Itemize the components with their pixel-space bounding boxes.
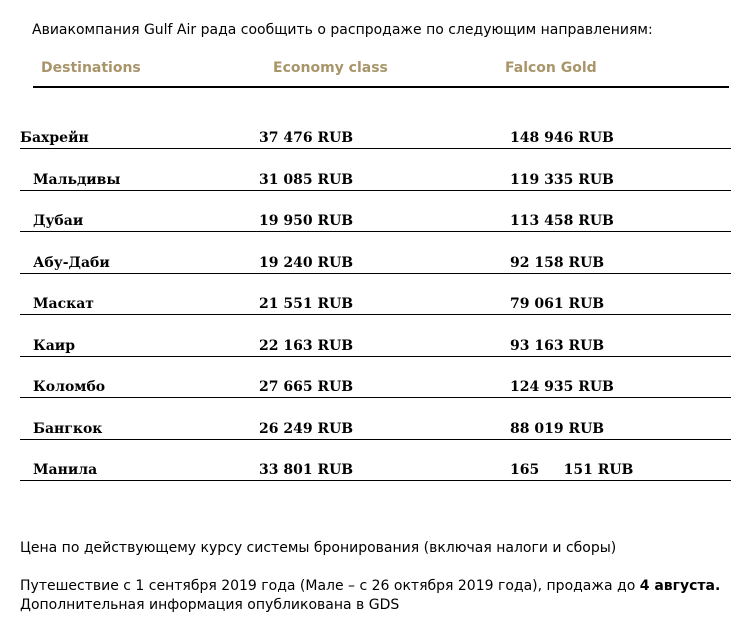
destination-cell: Манила bbox=[33, 462, 98, 478]
economy-price-cell: 33 801 RUB bbox=[259, 462, 354, 478]
economy-price-cell: 37 476 RUB bbox=[259, 130, 354, 146]
header-falcon-gold: Falcon Gold bbox=[505, 60, 597, 76]
row-divider bbox=[20, 190, 731, 191]
destination-cell: Коломбо bbox=[33, 379, 106, 395]
economy-price-cell: 27 665 RUB bbox=[259, 379, 354, 395]
table-row bbox=[0, 294, 753, 314]
destination-cell: Бангкок bbox=[33, 421, 103, 437]
falcon-gold-price-cell: 92 158 RUB bbox=[510, 255, 605, 271]
falcon-gold-price-cell: 79 061 RUB bbox=[510, 296, 605, 312]
sale-deadline: 4 августа. bbox=[639, 578, 721, 594]
header-divider bbox=[33, 86, 729, 88]
table-row bbox=[0, 377, 753, 397]
economy-price-cell: 21 551 RUB bbox=[259, 296, 354, 312]
destination-cell: Маскат bbox=[33, 296, 94, 312]
table-row bbox=[0, 419, 753, 439]
row-divider bbox=[20, 231, 731, 232]
destination-cell: Дубаи bbox=[33, 213, 84, 229]
row-divider bbox=[20, 314, 731, 315]
table-row bbox=[0, 170, 753, 190]
falcon-gold-price-cell: 165 151 RUB bbox=[510, 462, 634, 478]
destination-cell: Абу-Даби bbox=[33, 255, 110, 271]
destination-cell: Мальдивы bbox=[33, 172, 121, 188]
table-row bbox=[0, 460, 753, 480]
economy-price-cell: 31 085 RUB bbox=[259, 172, 354, 188]
header-destinations: Destinations bbox=[41, 60, 141, 76]
price-note: Цена по действующему курсу системы бронирования (включая налоги и сборы) bbox=[20, 540, 617, 556]
table-row bbox=[0, 211, 753, 231]
row-divider bbox=[20, 439, 731, 440]
row-divider bbox=[20, 356, 731, 357]
table-row bbox=[0, 336, 753, 356]
destination-cell: Бахрейн bbox=[20, 130, 89, 146]
gds-note: Дополнительная информация опубликована в GDS bbox=[20, 597, 400, 613]
falcon-gold-price-cell: 113 458 RUB bbox=[510, 213, 614, 229]
header-economy-class: Economy class bbox=[273, 60, 388, 76]
falcon-gold-price-cell: 124 935 RUB bbox=[510, 379, 614, 395]
row-divider bbox=[20, 273, 731, 274]
row-divider bbox=[20, 397, 731, 398]
table-row bbox=[0, 253, 753, 273]
economy-price-cell: 22 163 RUB bbox=[259, 338, 354, 354]
falcon-gold-price-cell: 119 335 RUB bbox=[510, 172, 614, 188]
economy-price-cell: 19 240 RUB bbox=[259, 255, 354, 271]
travel-note-text: Путешествие с 1 сентября 2019 года (Мале – с 26 октября 2019 года), продажа до bbox=[20, 578, 640, 594]
falcon-gold-price-cell: 93 163 RUB bbox=[510, 338, 605, 354]
row-divider bbox=[20, 480, 731, 481]
row-divider bbox=[20, 148, 731, 149]
economy-price-cell: 19 950 RUB bbox=[259, 213, 354, 229]
falcon-gold-price-cell: 88 019 RUB bbox=[510, 421, 605, 437]
travel-note bbox=[20, 578, 720, 594]
economy-price-cell: 26 249 RUB bbox=[259, 421, 354, 437]
table-row bbox=[0, 128, 753, 148]
destination-cell: Каир bbox=[33, 338, 75, 354]
falcon-gold-price-cell: 148 946 RUB bbox=[510, 130, 614, 146]
intro-text: Авиакомпания Gulf Air рада сообщить о распродаже по следующим направлениям: bbox=[32, 22, 653, 38]
